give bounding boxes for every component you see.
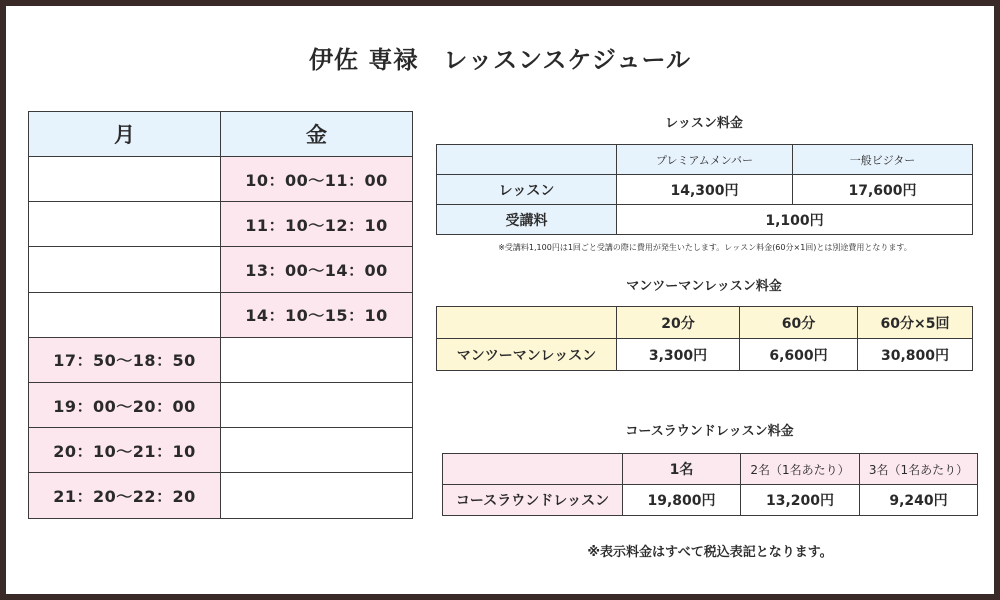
mtm-value-60min-x5: 30,800円 xyxy=(858,339,973,371)
monday-slot-6: 19：00〜20：00 xyxy=(29,382,221,427)
table-row xyxy=(29,473,413,518)
table-row xyxy=(437,175,973,205)
monday-slot-4 xyxy=(29,292,221,337)
table-row xyxy=(437,205,973,235)
table-row xyxy=(29,292,413,337)
mtm-corner-cell xyxy=(437,307,617,339)
mtm-header-20min: 20分 xyxy=(617,307,740,339)
mtm-fee-title: マンツーマンレッスン料金 xyxy=(626,279,782,294)
lesson-fee-title: レッスン料金 xyxy=(665,116,743,131)
course-header-1person: 1名 xyxy=(623,454,741,485)
monday-slot-7: 20：10〜21：10 xyxy=(29,428,221,473)
fee-header-premium: プレミアムメンバー xyxy=(617,145,793,175)
monday-slot-8: 21：20〜22：20 xyxy=(29,473,221,518)
page-title: 伊佐 専禄 レッスンスケジュール xyxy=(309,46,691,74)
fee-corner-cell xyxy=(437,145,617,175)
course-header-2person: 2名（1名あたり） xyxy=(741,454,860,485)
fee-attend-value: 1,100円 xyxy=(617,205,973,235)
table-row xyxy=(443,485,978,516)
mtm-fee-table xyxy=(436,306,973,371)
schedule-header-row xyxy=(29,112,413,157)
course-value-3person: 9,240円 xyxy=(860,485,978,516)
fee-lesson-premium: 14,300円 xyxy=(617,175,793,205)
course-fee-table xyxy=(442,453,978,516)
table-row xyxy=(437,145,973,175)
friday-slot-8 xyxy=(221,473,413,518)
table-row xyxy=(29,337,413,382)
friday-slot-2: 11：10〜12：10 xyxy=(221,202,413,247)
course-row-label: コースラウンドレッスン xyxy=(443,485,623,516)
tax-footnote: ※表示料金はすべて税込表記となります。 xyxy=(587,545,833,560)
mtm-header-60min-x5: 60分×5回 xyxy=(858,307,973,339)
table-row xyxy=(29,202,413,247)
course-fee-title: コースラウンドレッスン料金 xyxy=(625,424,794,439)
monday-slot-2 xyxy=(29,202,221,247)
monday-slot-3 xyxy=(29,247,221,292)
table-row xyxy=(443,454,978,485)
header-monday: 月 xyxy=(29,112,221,157)
course-value-2person: 13,200円 xyxy=(741,485,860,516)
header-friday: 金 xyxy=(221,112,413,157)
monday-slot-1 xyxy=(29,157,221,202)
friday-slot-5 xyxy=(221,337,413,382)
friday-slot-7 xyxy=(221,428,413,473)
friday-slot-1: 10：00〜11：00 xyxy=(221,157,413,202)
fee-lesson-label: レッスン xyxy=(437,175,617,205)
monday-slot-5: 17：50〜18：50 xyxy=(29,337,221,382)
table-row xyxy=(29,382,413,427)
mtm-row-label: マンツーマンレッスン xyxy=(437,339,617,371)
table-row xyxy=(29,428,413,473)
table-row xyxy=(29,247,413,292)
schedule-table xyxy=(28,111,413,519)
table-row xyxy=(437,339,973,371)
friday-slot-6 xyxy=(221,382,413,427)
fee-attend-label: 受講料 xyxy=(437,205,617,235)
course-header-3person: 3名（1名あたり） xyxy=(860,454,978,485)
mtm-header-60min: 60分 xyxy=(740,307,858,339)
friday-slot-3: 13：00〜14：00 xyxy=(221,247,413,292)
fee-lesson-visitor: 17,600円 xyxy=(793,175,973,205)
friday-slot-4: 14：10〜15：10 xyxy=(221,292,413,337)
course-corner-cell xyxy=(443,454,623,485)
lesson-fee-table xyxy=(436,144,973,235)
lesson-fee-note: ※受講料1,100円は1回ごと受講の際に費用が発生いたします。レッスン料金(60分×1回)とは別途費用となります。 xyxy=(498,243,912,252)
mtm-value-20min: 3,300円 xyxy=(617,339,740,371)
table-row xyxy=(29,157,413,202)
table-row xyxy=(437,307,973,339)
course-value-1person: 19,800円 xyxy=(623,485,741,516)
fee-header-visitor: 一般ビジター xyxy=(793,145,973,175)
mtm-value-60min: 6,600円 xyxy=(740,339,858,371)
